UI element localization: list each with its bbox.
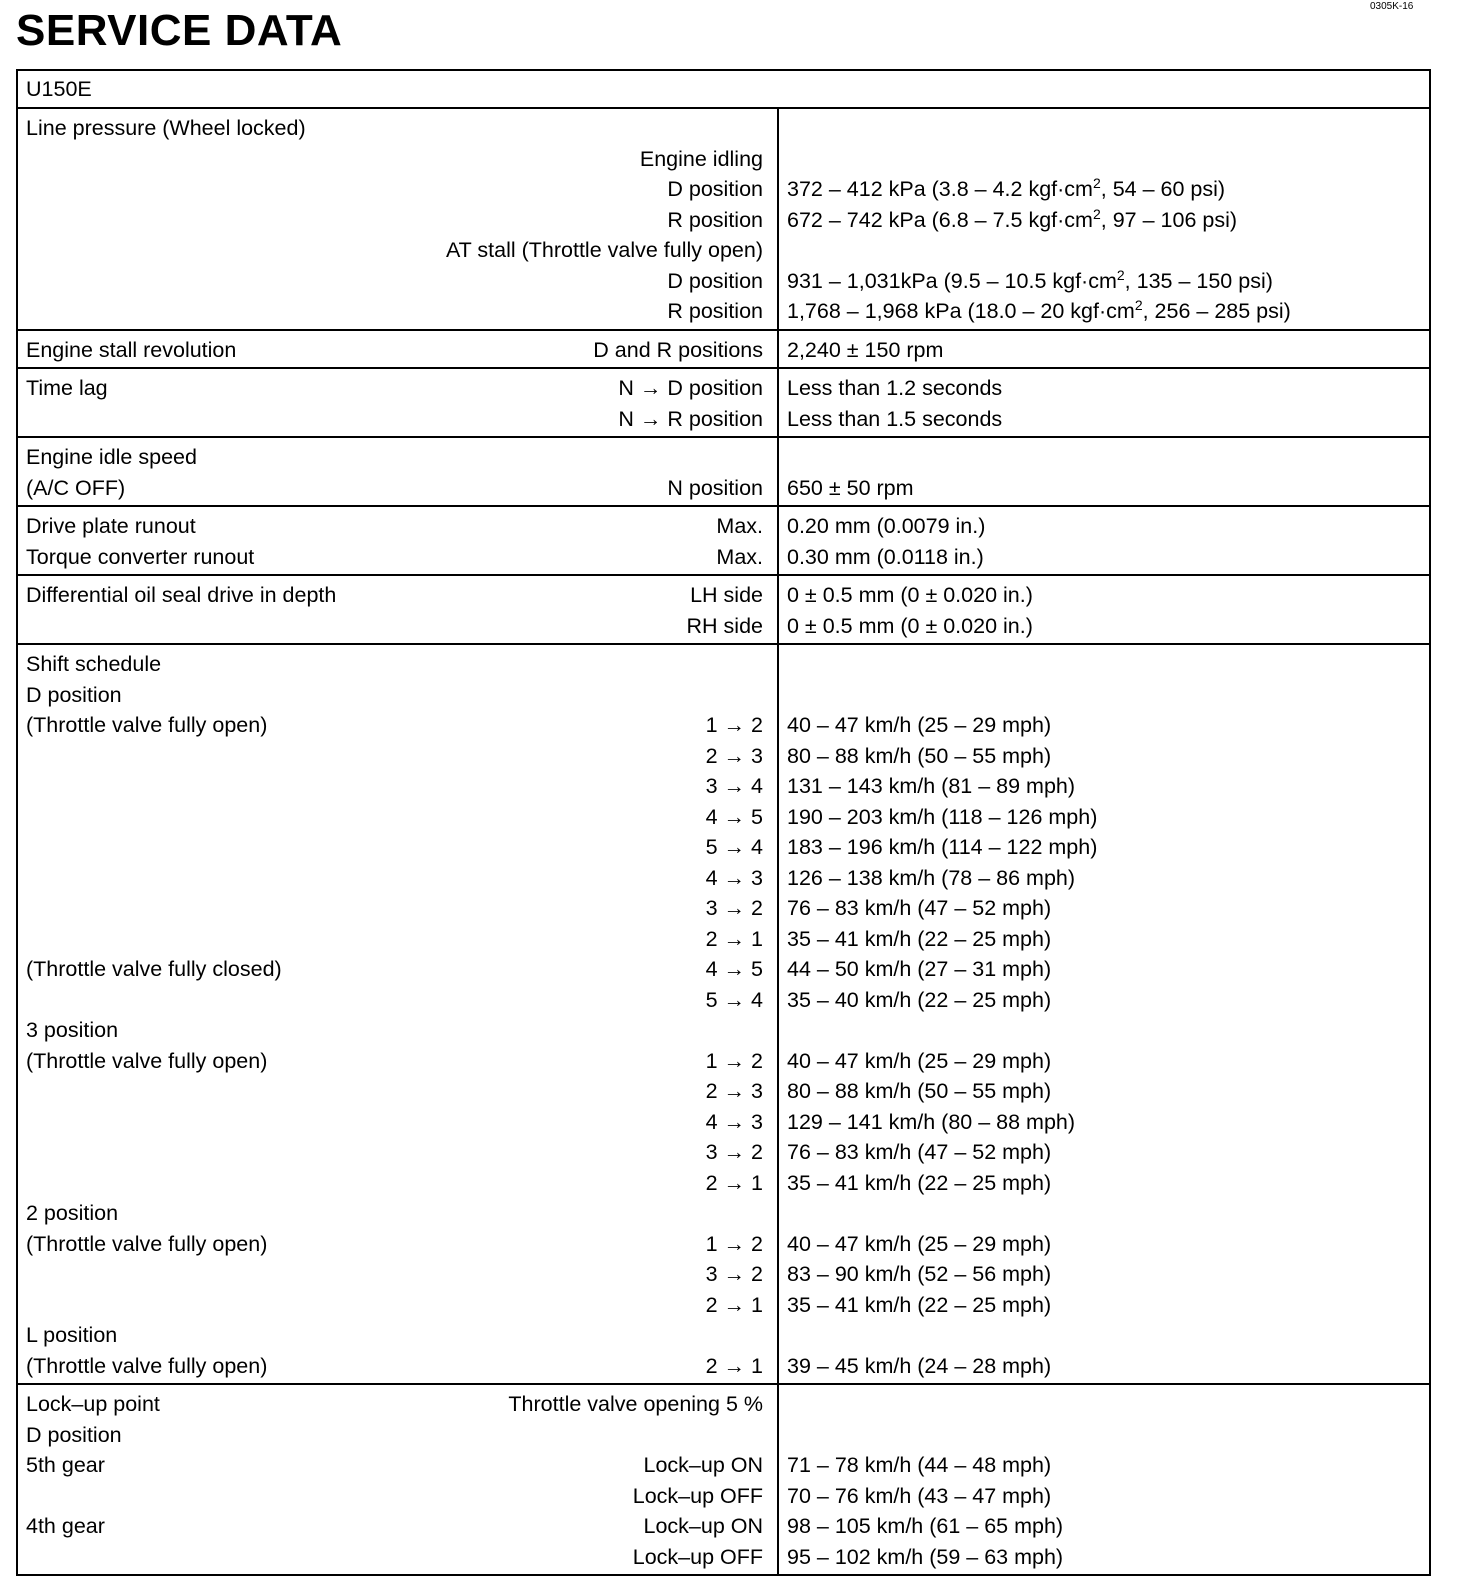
- spec-label-line: [26, 1420, 777, 1451]
- spec-label-line: [26, 1481, 777, 1512]
- spec-label-cell: [17, 108, 778, 330]
- spec-value-cell: [778, 330, 1430, 369]
- spec-value: 44 – 50 km/h (27 – 31 mph): [787, 957, 1052, 981]
- spec-label: 5th gear: [26, 1453, 105, 1477]
- spec-condition: N → D position: [618, 376, 763, 400]
- spec-section: [17, 575, 1430, 644]
- spec-label-cell: [17, 368, 778, 437]
- spec-value: 931 – 1,031kPa (9.5 – 10.5 $kgf\cdot cm^2$, 135 – 150 psi): [787, 266, 1273, 293]
- spec-value-cell: [778, 506, 1430, 575]
- spec-label: (Throttle valve fully open): [26, 713, 268, 737]
- spec-condition: 3 → 4: [705, 774, 763, 798]
- spec-condition: Lock–up OFF: [632, 1544, 763, 1569]
- spec-condition: 4 → 3: [705, 1109, 763, 1134]
- spec-value: 0 ± 0.5 mm (0 ± 0.020 in.): [787, 613, 1033, 638]
- spec-condition: 1 → 2: [705, 1048, 763, 1073]
- spec-condition: 2 → 1: [705, 1170, 763, 1195]
- spec-value: 126 – 138 km/h (78 – 86 mph): [787, 865, 1076, 890]
- spec-value: 80 – 88 km/h (50 – 55 mph): [787, 743, 1052, 768]
- spec-value: 1,768 – 1,968 kPa (18.0 – 20 $kgf\cdot cm^2$, 256 – 285 psi): [787, 296, 1291, 323]
- spec-label-line: [26, 542, 777, 573]
- spec-value: 0.30 mm (0.0118 in.): [787, 544, 984, 569]
- spec-value: Less than 1.5 seconds: [787, 406, 1003, 431]
- spec-label: D position: [26, 1422, 122, 1447]
- spec-value: [787, 680, 1429, 711]
- spec-condition: 3 → 2: [705, 1140, 763, 1164]
- spec-value: 183 – 196 km/h (114 – 122 mph): [787, 835, 1098, 859]
- spec-condition: LH side: [690, 583, 763, 607]
- spec-condition: AT stall (Throttle valve fully open): [445, 238, 763, 262]
- spec-value: 39 – 45 km/h (24 – 28 mph): [787, 1353, 1052, 1378]
- spec-value: 35 – 41 km/h (22 – 25 mph): [787, 926, 1052, 951]
- spec-value: 131 – 143 km/h (81 – 89 mph): [787, 774, 1076, 798]
- spec-value: 650 ± 50 rpm: [787, 475, 914, 500]
- spec-label-cell: [17, 437, 778, 506]
- spec-value: 129 – 141 km/h (80 – 88 mph): [787, 1109, 1076, 1134]
- spec-label: 2 position: [26, 1201, 119, 1225]
- spec-value: 76 – 83 km/h (47 – 52 mph): [787, 896, 1052, 920]
- spec-value-cell: [778, 437, 1430, 506]
- spec-label-line: [26, 1168, 777, 1199]
- spec-value: [787, 1389, 1429, 1420]
- spec-condition: Lock–up OFF: [632, 1483, 763, 1508]
- spec-label-line: [26, 680, 777, 711]
- spec-value: [787, 1420, 1429, 1451]
- spec-condition: 5 → 4: [705, 987, 763, 1012]
- spec-value: [787, 1198, 1429, 1229]
- spec-value: 2,240 ± 150 rpm: [787, 337, 944, 362]
- spec-condition: RH side: [686, 613, 763, 638]
- spec-label-line: [26, 893, 777, 924]
- spec-condition: Lock–up ON: [643, 1514, 763, 1538]
- spec-condition: 1 → 2: [705, 713, 763, 737]
- spec-label-cell: [17, 644, 778, 1384]
- spec-value: 0.20 mm (0.0079 in.): [787, 514, 986, 538]
- spec-label: (Throttle valve fully open): [26, 1048, 268, 1073]
- spec-value: 76 – 83 km/h (47 – 52 mph): [787, 1140, 1052, 1164]
- spec-value: 35 – 41 km/h (22 – 25 mph): [787, 1170, 1052, 1195]
- spec-condition: Max.: [716, 514, 763, 538]
- spec-label: Line pressure (Wheel locked): [26, 116, 306, 140]
- spec-label-line: [26, 771, 777, 802]
- spec-value: 190 – 203 km/h (118 – 126 mph): [787, 804, 1098, 829]
- spec-value: 71 – 78 km/h (44 – 48 mph): [787, 1453, 1052, 1477]
- spec-value: 672 – 742 kPa (6.8 – 7.5 $kgf\cdot cm^2$, 97 – 106 psi): [787, 205, 1238, 232]
- spec-section: [17, 330, 1430, 369]
- spec-section: [17, 644, 1430, 1384]
- spec-value: Less than 1.2 seconds: [787, 376, 1003, 400]
- spec-value-cell: [778, 644, 1430, 1384]
- spec-label: Shift schedule: [26, 652, 162, 676]
- spec-condition: D and R positions: [593, 337, 763, 362]
- spec-label: Engine stall revolution: [26, 337, 237, 362]
- spec-label-line: [26, 832, 777, 863]
- spec-label-line: [26, 473, 777, 504]
- spec-label-line: [26, 1198, 777, 1229]
- spec-condition: 2 → 1: [705, 1292, 763, 1317]
- spec-value-cell: [778, 1384, 1430, 1575]
- spec-label-line: [26, 1320, 777, 1351]
- spec-condition: 3 → 2: [705, 896, 763, 920]
- spec-section: [17, 368, 1430, 437]
- spec-label: Time lag: [26, 376, 108, 400]
- spec-value: 40 – 47 km/h (25 – 29 mph): [787, 1048, 1052, 1073]
- spec-value: 95 – 102 km/h (59 – 63 mph): [787, 1544, 1064, 1569]
- spec-condition: R position: [667, 299, 763, 323]
- service-data-table: [16, 69, 1431, 1576]
- spec-condition: N position: [667, 475, 763, 500]
- spec-value: 35 – 41 km/h (22 – 25 mph): [787, 1292, 1052, 1317]
- spec-label-line: [26, 205, 777, 236]
- spec-label: L position: [26, 1323, 118, 1347]
- model-header-row: [17, 70, 1430, 108]
- spec-label-cell: [17, 506, 778, 575]
- spec-label-line: [26, 710, 777, 741]
- spec-condition: N → R position: [618, 406, 763, 431]
- spec-label-line: [26, 1290, 777, 1321]
- spec-label-line: [26, 174, 777, 205]
- spec-value-cell: [778, 575, 1430, 644]
- spec-value-cell: [778, 108, 1430, 330]
- spec-section: [17, 1384, 1430, 1575]
- spec-label-line: [26, 649, 777, 680]
- spec-label-line: [26, 235, 777, 266]
- model-name: U150E: [17, 70, 1430, 108]
- spec-condition: Max.: [716, 544, 763, 569]
- spec-label-line: [26, 863, 777, 894]
- spec-label: (A/C OFF): [26, 475, 126, 500]
- spec-condition: Lock–up ON: [643, 1453, 763, 1477]
- spec-label-line: [26, 1015, 777, 1046]
- spec-label-line: [26, 373, 777, 404]
- spec-label-line: [26, 985, 777, 1016]
- table-body: [17, 70, 1430, 1575]
- spec-value: [787, 235, 1429, 266]
- spec-condition: 2 → 1: [705, 926, 763, 951]
- spec-label-line: [26, 1450, 777, 1481]
- spec-condition: 5 → 4: [705, 835, 763, 859]
- spec-label-line: [26, 924, 777, 955]
- spec-label-line: [26, 1046, 777, 1077]
- spec-value: [787, 442, 1429, 473]
- spec-label-line: [26, 113, 777, 144]
- spec-condition: 2 → 3: [705, 1079, 763, 1103]
- spec-label-line: [26, 954, 777, 985]
- spec-label: Differential oil seal drive in depth: [26, 583, 337, 607]
- spec-condition: D position: [667, 177, 763, 201]
- spec-condition: 2 → 1: [705, 1353, 763, 1378]
- spec-value: [787, 1015, 1429, 1046]
- spec-label-line: [26, 511, 777, 542]
- spec-label-line: [26, 802, 777, 833]
- spec-label: Drive plate runout: [26, 514, 196, 538]
- spec-label: (Throttle valve fully open): [26, 1231, 268, 1256]
- spec-label: 4th gear: [26, 1514, 105, 1538]
- spec-label: Engine idle speed: [26, 445, 197, 469]
- spec-section: [17, 506, 1430, 575]
- spec-label-line: [26, 296, 777, 327]
- spec-condition: Engine idling: [639, 146, 763, 171]
- spec-section: [17, 437, 1430, 506]
- spec-value: 80 – 88 km/h (50 – 55 mph): [787, 1079, 1052, 1103]
- spec-value: 40 – 47 km/h (25 – 29 mph): [787, 713, 1052, 737]
- spec-value: 35 – 40 km/h (22 – 25 mph): [787, 987, 1052, 1012]
- spec-label-line: [26, 1542, 777, 1573]
- spec-label: (Throttle valve fully open): [26, 1353, 268, 1378]
- spec-label-line: [26, 442, 777, 473]
- spec-label: Lock–up point: [26, 1392, 160, 1416]
- spec-value: [787, 113, 1429, 144]
- spec-value: 40 – 47 km/h (25 – 29 mph): [787, 1231, 1052, 1256]
- document-code: 0305K-16: [1370, 1, 1414, 12]
- spec-section: [17, 108, 1430, 330]
- spec-label-line: [26, 1076, 777, 1107]
- spec-value: [787, 1320, 1429, 1351]
- spec-value: 70 – 76 km/h (43 – 47 mph): [787, 1483, 1052, 1508]
- spec-condition: 4 → 5: [705, 804, 763, 829]
- spec-label-line: [26, 580, 777, 611]
- spec-condition: D position: [667, 268, 763, 293]
- spec-label-line: [26, 335, 777, 366]
- spec-label-cell: [17, 1384, 778, 1575]
- spec-value: 372 – 412 kPa (3.8 – 4.2 $kgf\cdot cm^2$, 54 – 60 psi): [787, 174, 1226, 201]
- spec-label-line: [26, 1259, 777, 1290]
- spec-value: [787, 649, 1429, 680]
- spec-value: [787, 144, 1429, 175]
- spec-label-line: [26, 611, 777, 642]
- spec-condition: 4 → 3: [705, 865, 763, 890]
- spec-label: 3 position: [26, 1018, 119, 1042]
- spec-value: 98 – 105 km/h (61 – 65 mph): [787, 1514, 1064, 1538]
- spec-label-cell: [17, 575, 778, 644]
- spec-condition: 1 → 2: [705, 1231, 763, 1256]
- spec-label-line: [26, 741, 777, 772]
- spec-label-line: [26, 1229, 777, 1260]
- spec-value: 83 – 90 km/h (52 – 56 mph): [787, 1262, 1052, 1286]
- spec-condition: 2 → 3: [705, 743, 763, 768]
- spec-label-line: [26, 144, 777, 175]
- spec-condition: Throttle valve opening 5 %: [508, 1392, 763, 1416]
- page-title: SERVICE DATA: [16, 6, 343, 55]
- spec-value-cell: [778, 368, 1430, 437]
- spec-label-line: [26, 1389, 777, 1420]
- spec-label-line: [26, 1351, 777, 1382]
- spec-label-cell: [17, 330, 778, 369]
- spec-label-line: [26, 1137, 777, 1168]
- spec-label: D position: [26, 682, 122, 707]
- spec-label: Torque converter runout: [26, 544, 255, 569]
- spec-label: (Throttle valve fully closed): [26, 957, 282, 981]
- spec-value: 0 ± 0.5 mm (0 ± 0.020 in.): [787, 583, 1033, 607]
- spec-label-line: [26, 1511, 777, 1542]
- spec-condition: R position: [667, 207, 763, 232]
- spec-label-line: [26, 1107, 777, 1138]
- spec-label-line: [26, 404, 777, 435]
- spec-label-line: [26, 266, 777, 297]
- spec-condition: 3 → 2: [705, 1262, 763, 1286]
- spec-condition: 4 → 5: [705, 957, 763, 981]
